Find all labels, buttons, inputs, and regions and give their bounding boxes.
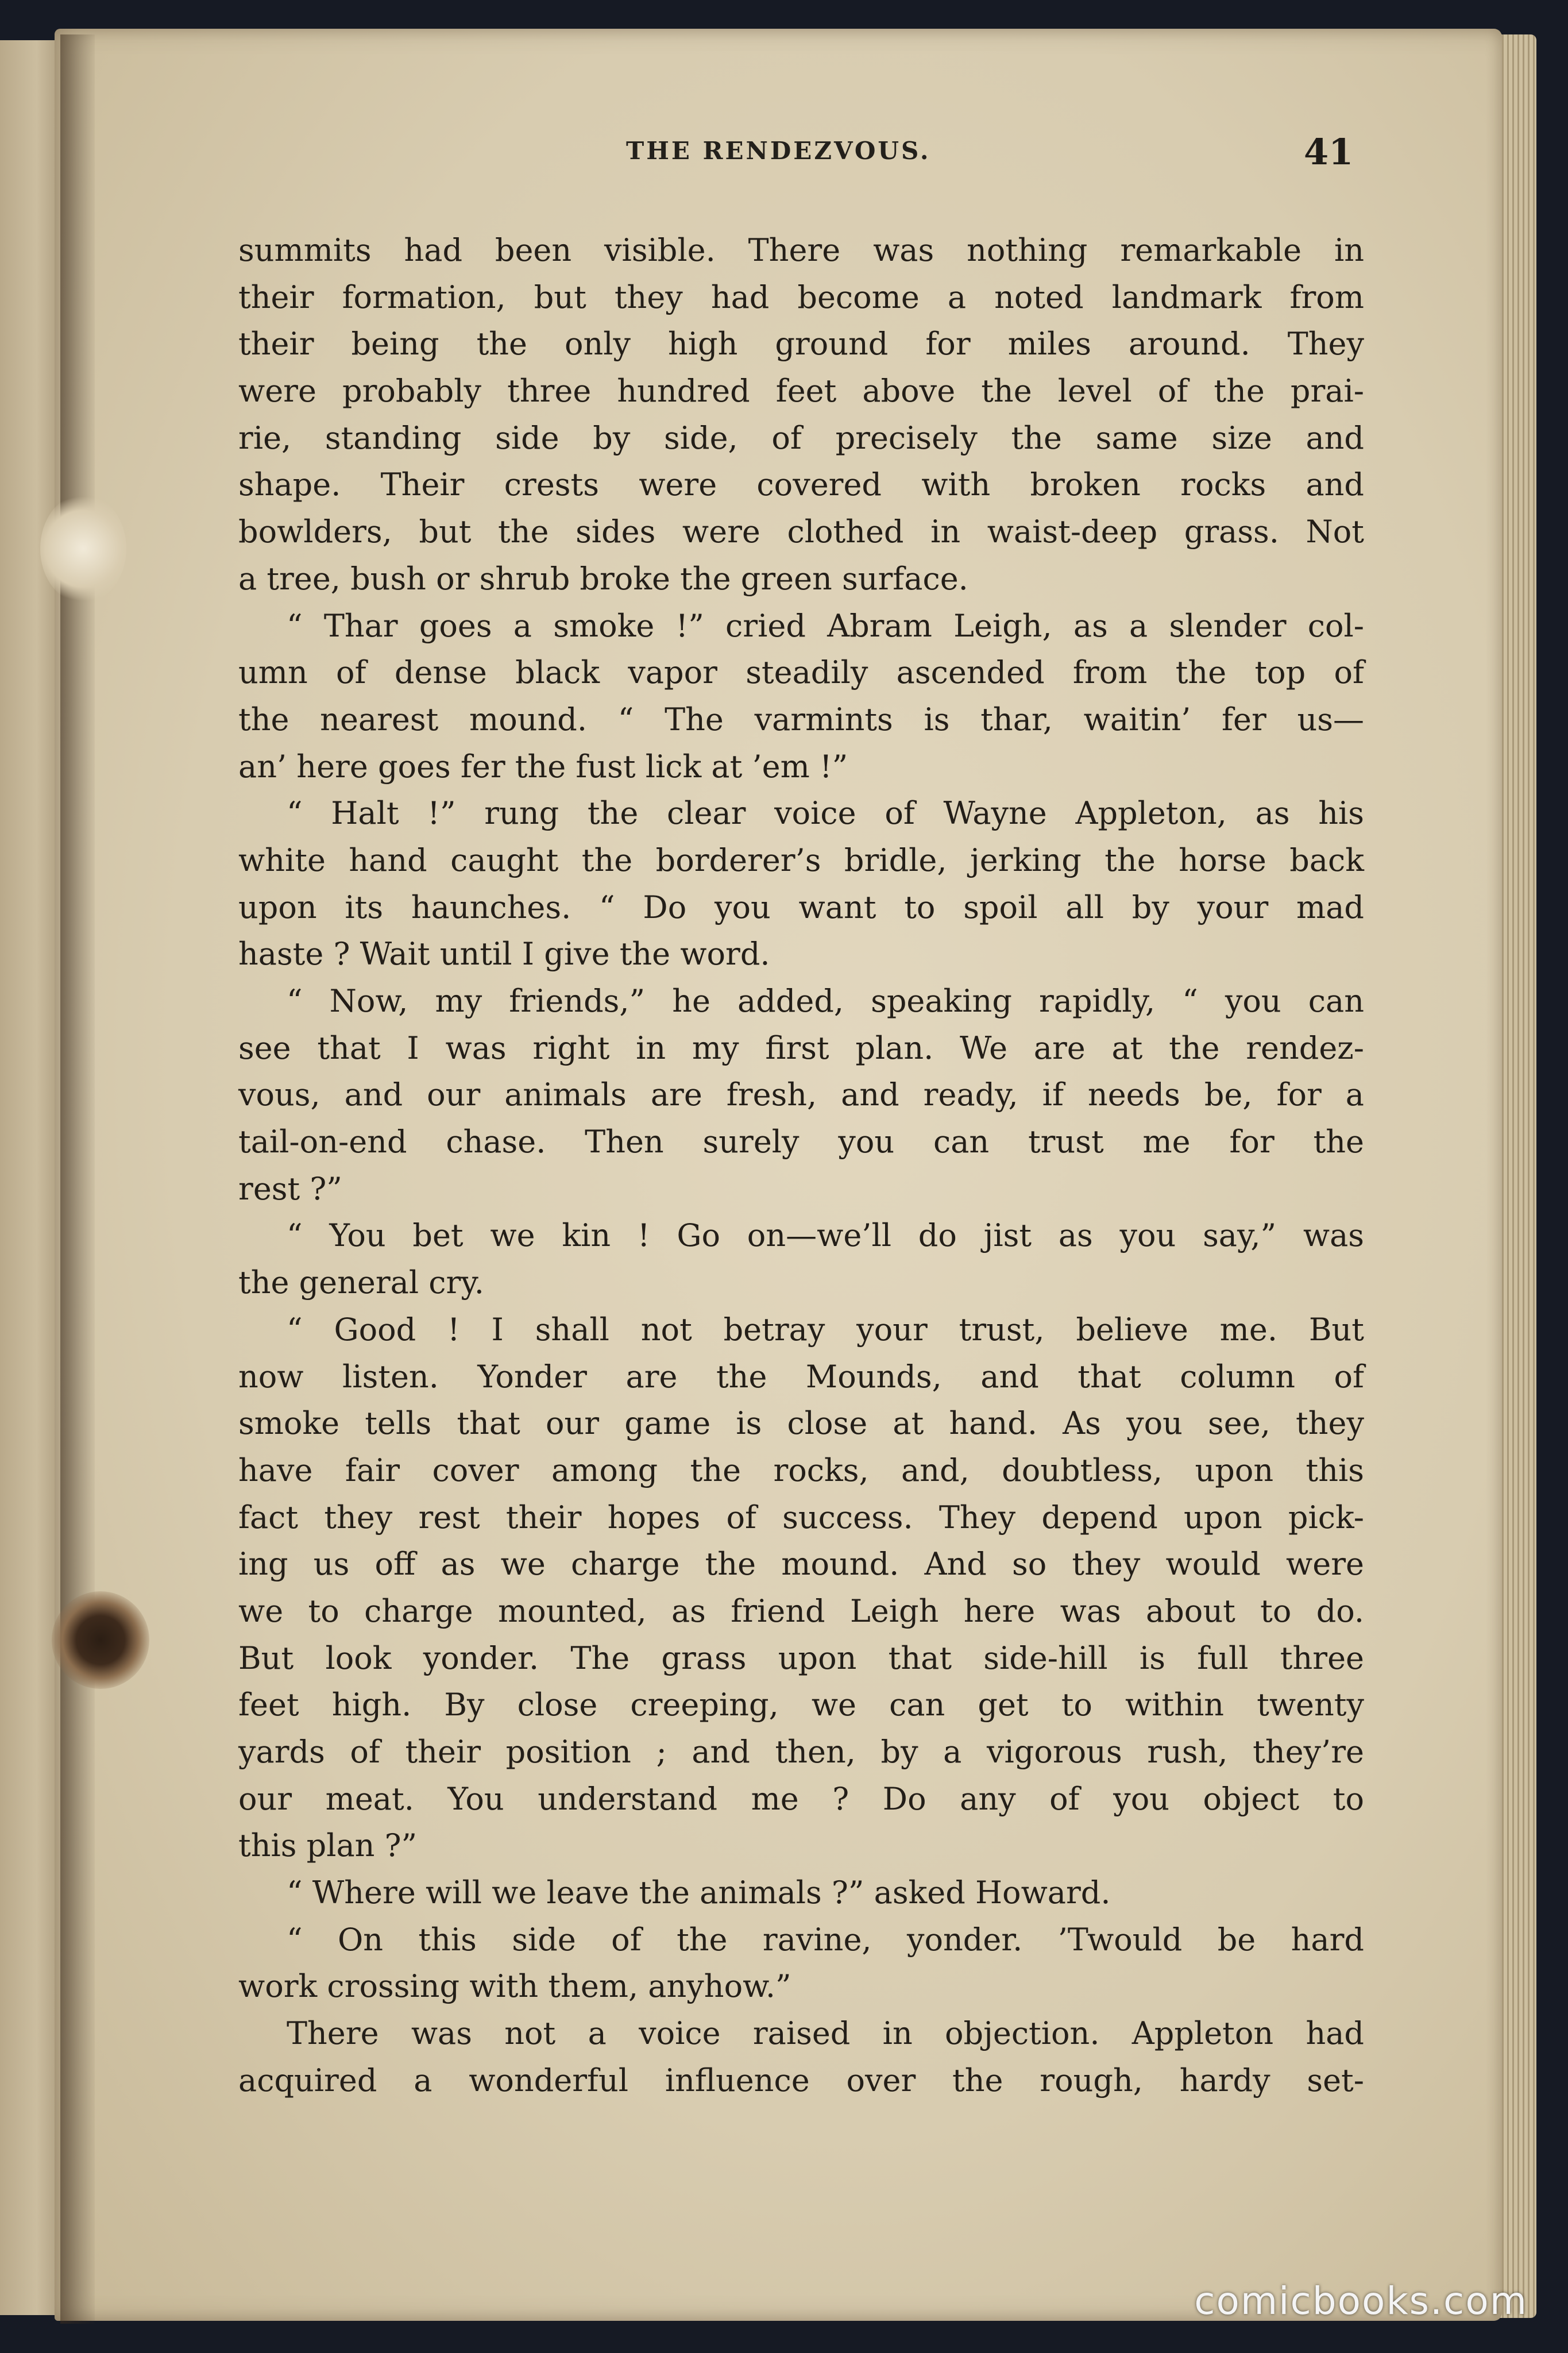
- text-line: shape. Their crests were covered with broken rocks and: [238, 466, 1364, 503]
- text-line: acquired a wonderful influence over the rough, hardy set-: [238, 2062, 1364, 2099]
- text-line: the nearest mound. “ The varmints is thar, waitin’ fer us—: [238, 701, 1364, 738]
- binding-hole: [52, 1591, 149, 1689]
- text-line: vous, and our animals are fresh, and ready, if needs be, for a: [238, 1077, 1364, 1113]
- text-line: yards of their position ; and then, by a vigorous rush, they’re: [238, 1734, 1364, 1770]
- text-line: their being the only high ground for miles around. They: [238, 326, 1364, 362]
- text-line: upon its haunches. “ Do you want to spoil all by your mad: [238, 889, 1364, 925]
- text-line: smoke tells that our game is close at hand. As you see, they: [238, 1405, 1364, 1442]
- text-line: have fair cover among the rocks, and, doubtless, upon this: [238, 1452, 1364, 1488]
- text-line: feet high. By close creeping, we can get to within twenty: [238, 1687, 1364, 1723]
- text-line: we to charge mounted, as friend Leigh here was about to do.: [238, 1592, 1364, 1629]
- text-line: white hand caught the borderer’s bridle, jerking the horse back: [238, 842, 1364, 878]
- text-line: “ Now, my friends,” he added, speaking rapidly, “ you can: [287, 983, 1364, 1019]
- binding-gutter: [60, 34, 95, 2324]
- text-line: umn of dense black vapor steadily ascended from the top of: [238, 654, 1364, 691]
- text-line: There was not a voice raised in objection. Appleton had: [287, 2015, 1364, 2052]
- paper-tear: [40, 494, 126, 603]
- watermark: comicbooks.com: [1194, 2279, 1528, 2323]
- text-line: an’ here goes fer the fust lick at ’em !”: [238, 748, 848, 785]
- text-line: rie, standing side by side, of precisely the same size and: [238, 419, 1364, 456]
- text-line: “ Where will we leave the animals ?” asked Howard.: [287, 1874, 1111, 1911]
- text-line: “ You bet we kin ! Go on—we’ll do jist as you say,” was: [287, 1217, 1364, 1254]
- text-line: the general cry.: [238, 1264, 484, 1301]
- text-line: tail-on-end chase. Then surely you can trust me for the: [238, 1124, 1364, 1160]
- text-line: ing us off as we charge the mound. And so they would were: [238, 1546, 1364, 1583]
- text-line: a tree, bush or shrub broke the green surface.: [238, 560, 968, 597]
- text-line: fact they rest their hopes of success. They depend upon pick-: [238, 1499, 1364, 1536]
- text-line: see that I was right in my first plan. We are at the rendez-: [238, 1029, 1364, 1066]
- running-header: [0, 131, 1568, 177]
- chapter-title: THE RENDEZVOUS.: [626, 137, 931, 165]
- text-line: But look yonder. The grass upon that side-hill is full three: [238, 1640, 1364, 1676]
- text-line: haste ? Wait until I give the word.: [238, 936, 770, 973]
- text-line: bowlders, but the sides were clothed in waist-deep grass. Not: [238, 514, 1364, 550]
- text-line: “ On this side of the ravine, yonder. ’Twould be hard: [287, 1921, 1364, 1958]
- text-line: were probably three hundred feet above the level of the prai-: [238, 373, 1364, 410]
- body-text: [238, 227, 1364, 2104]
- page-number: 41: [1304, 131, 1354, 173]
- text-line: their formation, but they had become a noted landmark from: [238, 279, 1364, 315]
- text-line: summits had been visible. There was nothing remarkable in: [238, 232, 1364, 268]
- text-line: our meat. You understand me ? Do any of you object to: [238, 1780, 1364, 1817]
- text-line: “ Good ! I shall not betray your trust, believe me. But: [287, 1311, 1364, 1348]
- text-line: this plan ?”: [238, 1827, 418, 1864]
- text-line: work crossing with them, anyhow.”: [238, 1968, 791, 2005]
- text-line: “ Halt !” rung the clear voice of Wayne Appleton, as his: [287, 795, 1364, 832]
- text-line: “ Thar goes a smoke !” cried Abram Leigh, as a slender col-: [287, 607, 1364, 644]
- text-line: now listen. Yonder are the Mounds, and that column of: [238, 1358, 1364, 1395]
- text-line: rest ?”: [238, 1170, 342, 1207]
